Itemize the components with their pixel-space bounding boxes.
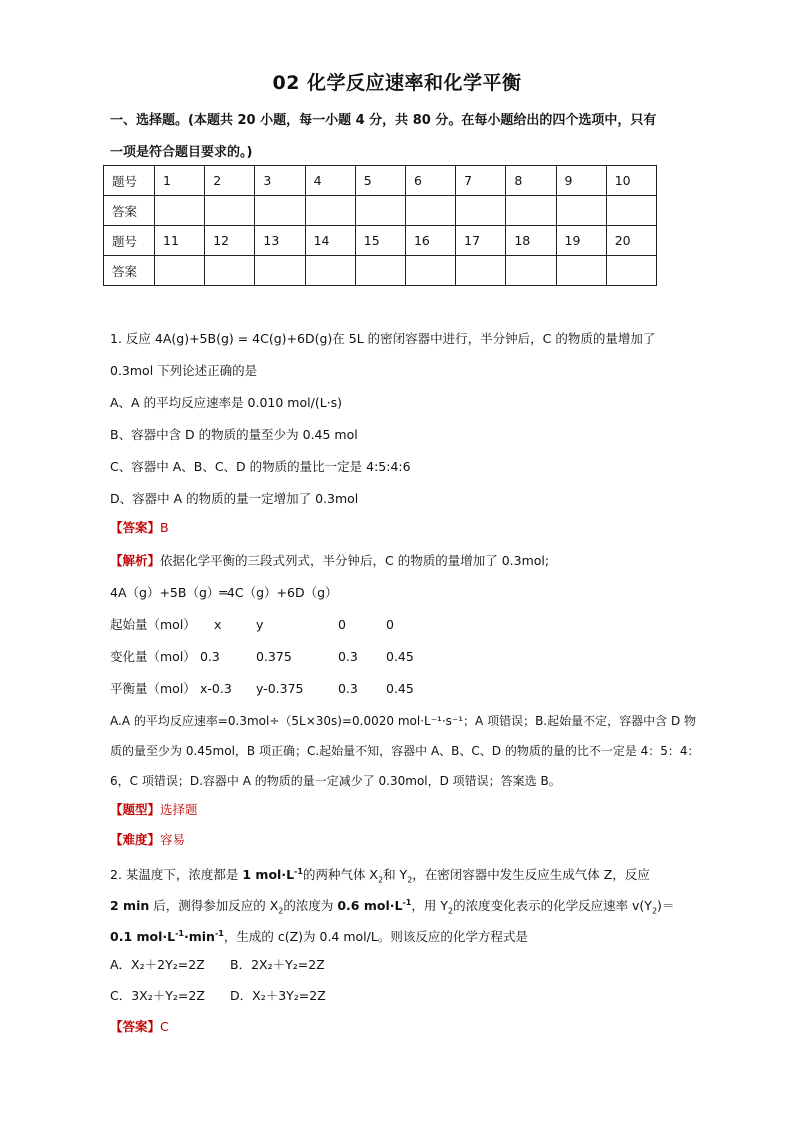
answer-value: C [160,1019,169,1034]
text-run: ，生成的 c(Z)为 0.4 mol/L。则该反应的化学方程式是 [223,929,528,945]
text-run: )＝ [657,898,675,914]
question-number-cell: 20 [606,226,656,256]
type-value: 选择题 [160,802,198,817]
superscript: -1 [402,898,412,907]
calc-a: x [214,617,222,632]
subscript: 2 [447,906,454,916]
calc-b: y [256,617,264,632]
subscript: 2 [377,875,384,885]
question-number-cell: 11 [155,226,205,256]
calc-c: 0 [338,617,346,632]
question-number-cell: 9 [556,166,606,196]
page-title: 02 化学反应速率和化学平衡 [272,72,522,94]
answer-cell[interactable] [606,196,656,226]
q1-difficulty [110,832,185,848]
text-run: 2. 某温度下，浓度都是 [110,867,243,883]
question-number-cell: 5 [355,166,405,196]
q1-explanation-line2: 质的量至少为 0.45mol，B 项正确；C.起始量不知，容器中 A、B、C、D 的物质的量的比不一定是 4：5：4： [110,744,700,758]
q2-option-c: C．3X₂＋Y₂=2Z [110,988,205,1003]
question-number-cell: 3 [255,166,305,196]
question-number-cell: 17 [456,226,506,256]
answer-cell[interactable] [606,256,656,286]
difficulty-value: 容易 [160,832,186,847]
question-number-cell: 1 [155,166,205,196]
text-run: 和 Y [383,867,408,883]
q1-option-b: B、容器中含 D 的物质的量至少为 0.45 mol [110,427,358,442]
q1-stem-line1: 1. 反应 4A(g)+5B(g) = 4C(g)+6D(g)在 5L 的密闭容器中进行，半分钟后，C 的物质的量增加了 [110,331,656,346]
analysis-tag: 【解析】 [110,553,161,568]
text-run: 的浓度为 [283,898,338,914]
q1-stem-line2: 0.3mol 下列论述正确的是 [110,363,258,378]
answer-cell[interactable] [506,256,556,286]
q2-option-b: B．2X₂＋Y₂=2Z [230,957,325,972]
subscript: 2 [407,875,413,885]
answer-cell[interactable] [205,196,255,226]
q2-options-row2 [110,988,326,1004]
question-number-cell: 2 [205,166,255,196]
answer-cell[interactable] [405,256,455,286]
answer-cell[interactable] [205,256,255,286]
calc-row-label: 起始量（mol） [110,617,196,632]
answer-cell[interactable] [255,256,305,286]
text-run: 后，测得参加反应的 X [149,898,279,914]
question-number-cell: 18 [506,226,556,256]
subscript: 2 [651,906,658,916]
q2-option-d: D．X₂＋3Y₂=2Z [230,988,326,1003]
text-run: 2 min [110,898,150,914]
calc-a: x-0.3 [200,681,232,696]
superscript: -1 [175,929,184,938]
answer-cell[interactable] [355,256,405,286]
calc-c: 0.3 [338,681,358,696]
q2-answer [110,1019,169,1035]
text-run: 1 mol·L [242,867,295,883]
answer-cell[interactable] [456,196,506,226]
text-run: ，用 Y [411,898,448,914]
q1-option-a: A、A 的平均反应速率是 0.010 mol/(L·s) [110,395,343,410]
q1-equation: 4A（g）+5B（g）═4C（g）+6D（g） [110,585,338,600]
answer-cell[interactable] [556,196,606,226]
superscript: -1 [214,929,224,938]
question-number-cell: 10 [606,166,656,196]
table-row [104,166,657,196]
analysis-text: 依据化学平衡的三段式列式，半分钟后，C 的物质的量增加了 0.3mol; [160,553,550,568]
difficulty-tag: 【难度】 [110,832,161,847]
text-run: 的两种气体 X [302,867,378,883]
text-run: 0.1 mol·L [110,929,176,945]
q2-stem-line3 [110,926,528,945]
question-number-cell: 8 [506,166,556,196]
calc-row-label: 平衡量（mol） [110,681,196,696]
q1-type [110,802,198,818]
calc-c: 0.3 [338,649,358,664]
question-number-label: 题号 [104,166,155,196]
answer-cell[interactable] [255,196,305,226]
answer-cell[interactable] [155,256,205,286]
question-number-cell: 14 [305,226,355,256]
calc-b: 0.375 [256,649,292,664]
type-tag: 【题型】 [110,802,161,817]
q1-analysis [110,553,549,569]
q2-stem-line1 [110,864,650,889]
question-number-cell: 16 [405,226,455,256]
q2-options-row1 [110,957,325,973]
section-instructions-line1: 一、选择题。(本题共 20 小题，每一小题 4 分，共 80 分。在每小题给出的四个选项中，只有 [110,113,657,128]
question-number-cell: 4 [305,166,355,196]
text-run: ·min [184,929,215,945]
section-instructions-line2: 一项是符合题目要求的。) [110,145,253,160]
superscript: -1 [294,867,303,876]
question-number-cell: 6 [405,166,455,196]
answer-cell[interactable] [456,256,506,286]
table-row [104,196,657,226]
calc-a: 0.3 [200,649,220,664]
subscript: 2 [278,906,284,916]
question-number-cell: 12 [205,226,255,256]
question-number-cell: 7 [456,166,506,196]
answer-cell[interactable] [506,196,556,226]
answer-cell[interactable] [355,196,405,226]
q1-answer [110,520,169,536]
question-number-cell: 13 [255,226,305,256]
answer-cell[interactable] [305,256,355,286]
answer-cell[interactable] [305,196,355,226]
answer-value: B [160,520,169,535]
answer-label: 答案 [104,256,155,286]
q2-stem-line2 [110,895,674,920]
q1-explanation-line3: 6，C 项错误；D.容器中 A 的物质的量一定减少了 0.30mol，D 项错误；答案选 B。 [110,774,561,788]
answer-label: 答案 [104,196,155,226]
answer-cell[interactable] [405,196,455,226]
answer-cell[interactable] [556,256,606,286]
table-row [104,226,657,256]
calc-b: y-0.375 [256,681,304,696]
text-run: 0.6 mol·L [337,898,403,914]
calc-d: 0.45 [386,681,414,696]
q1-explanation-line1: A.A 的平均反应速率=0.3mol÷（5L×30s)=0.0020 mol·L⁻¹·s⁻¹；A 项错误；B.起始量不定，容器中含 D 物 [110,714,696,728]
text-run: ，在密闭容器中发生反应生成气体 Z，反应 [412,867,650,883]
text-run: 的浓度变化表示的化学反应速率 v(Y [453,898,652,914]
answer-tag: 【答案】 [110,1019,161,1034]
table-row [104,256,657,286]
answer-cell[interactable] [155,196,205,226]
question-number-cell: 19 [556,226,606,256]
question-number-label: 题号 [104,226,155,256]
calc-d: 0.45 [386,649,414,664]
calc-d: 0 [386,617,394,632]
q1-option-c: C、容器中 A、B、C、D 的物质的量比一定是 4:5:4:6 [110,459,411,474]
answer-tag: 【答案】 [110,520,161,535]
question-number-cell: 15 [355,226,405,256]
calc-row-label: 变化量（mol） [110,649,196,664]
q1-option-d: D、容器中 A 的物质的量一定增加了 0.3mol [110,491,359,506]
answer-grid [103,165,657,286]
q2-option-a: A．X₂＋2Y₂=2Z [110,957,205,972]
